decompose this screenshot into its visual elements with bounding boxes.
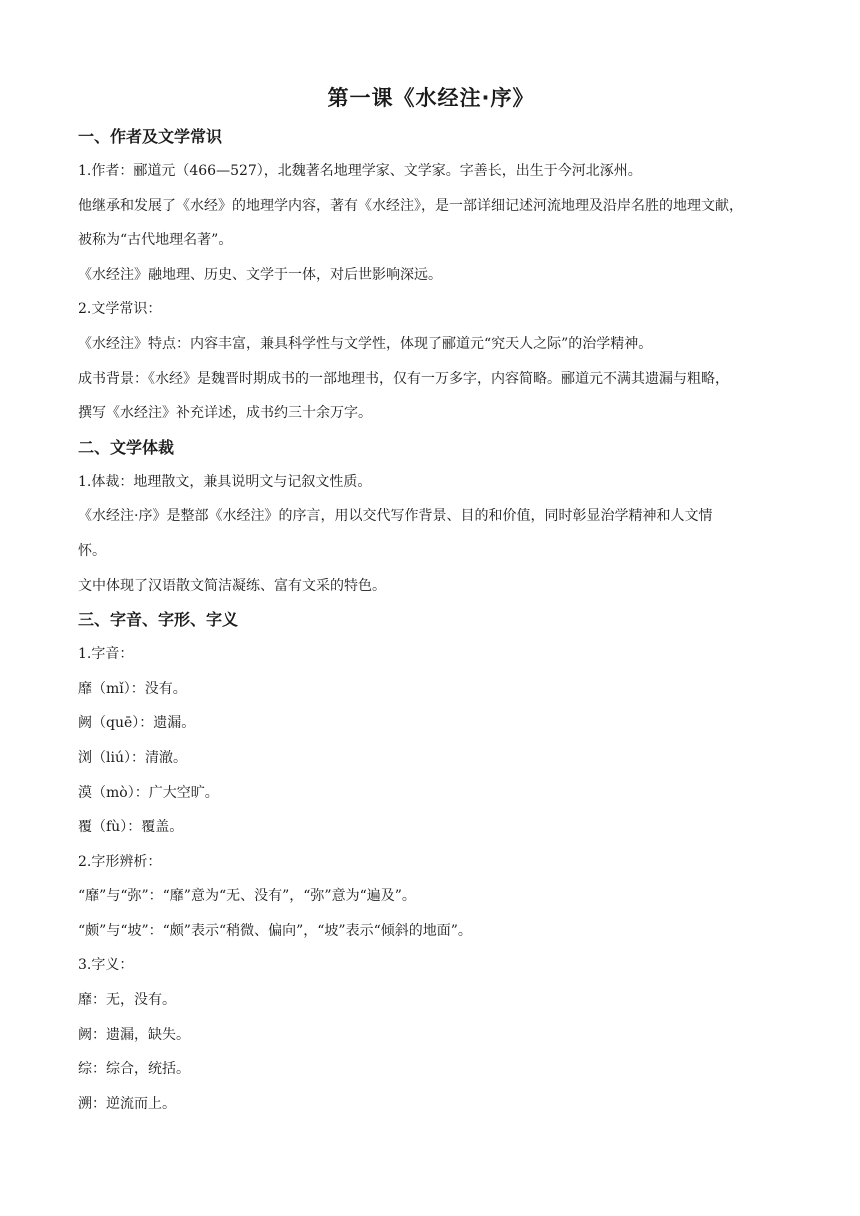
section-heading: 二、文学体裁 xyxy=(78,437,175,457)
paragraph-line: 怀。 xyxy=(78,542,106,559)
paragraph-line: 2.文学常识： xyxy=(78,301,162,318)
paragraph-line: 阙：遗漏，缺失。 xyxy=(78,1026,190,1043)
paragraph-line: 他继承和发展了《水经》的地理学内容，著有《水经注》，是一部详细记述河流地理及沿岸名胜的地理文献， xyxy=(78,197,743,214)
paragraph-line: 2.字形辨析： xyxy=(78,853,162,870)
paragraph-line: 漠（mò）：广大空旷。 xyxy=(78,784,219,801)
paragraph-line: 溯：逆流而上。 xyxy=(78,1095,176,1112)
paragraph-line: “颇”与“坡”：“颇”表示“稍微、偏向”，“坡”表示“倾斜的地面”。 xyxy=(78,922,472,939)
paragraph-line: “靡”与“弥”：“靡”意为“无、没有”，“弥”意为“遍及”。 xyxy=(78,888,416,905)
paragraph-line: 综：综合，统括。 xyxy=(78,1061,190,1078)
paragraph-line: 覆（fù）：覆盖。 xyxy=(78,819,184,836)
paragraph-line: 靡：无，没有。 xyxy=(78,992,176,1009)
paragraph-line: 《水经注》融地理、历史、文学于一体，对后世影响深远。 xyxy=(78,266,442,283)
section-characters xyxy=(78,603,784,1121)
section-heading: 一、作者及文学常识 xyxy=(78,127,223,146)
document-page xyxy=(78,80,784,1121)
paragraph-line: 浏（liú）：清澈。 xyxy=(78,749,187,766)
section-genre xyxy=(78,431,784,603)
document-title: 第一课《水经注·序》 xyxy=(327,86,535,110)
paragraph-line: 1.体裁：地理散文，兼具说明文与记叙文性质。 xyxy=(78,473,372,490)
paragraph-line: 3.字义： xyxy=(78,957,134,974)
section-heading: 三、字音、字形、字义 xyxy=(78,610,239,630)
section-author xyxy=(78,120,784,431)
paragraph-line: 靡（mǐ）：没有。 xyxy=(78,680,187,697)
paragraph-line: 被称为“古代地理名著”。 xyxy=(78,232,233,249)
paragraph-line: 撰写《水经注》补充详述，成书约三十余万字。 xyxy=(78,405,372,422)
paragraph-line: 《水经注·序》是整部《水经注》的序言，用以交代写作背景、目的和价值，同时彰显治学精神和人文情 xyxy=(78,508,713,525)
paragraph-line: 文中体现了汉语散文简洁凝练、富有文采的特色。 xyxy=(78,577,386,594)
paragraph-line: 《水经注》特点：内容丰富，兼具科学性与文学性，体现了郦道元“究天人之际”的治学精神。 xyxy=(78,335,653,352)
paragraph-line: 成书背景：《水经》是魏晋时期成书的一部地理书，仅有一万多字，内容简略。郦道元不满其遗漏与粗略， xyxy=(78,370,729,387)
paragraph-line: 1.字音： xyxy=(78,646,134,663)
paragraph-line: 1.作者：郦道元（466—527），北魏著名地理学家、文学家。字善长，出生于今河北涿州。 xyxy=(78,163,642,179)
paragraph-line: 阙（quē）：遗漏。 xyxy=(78,715,196,732)
